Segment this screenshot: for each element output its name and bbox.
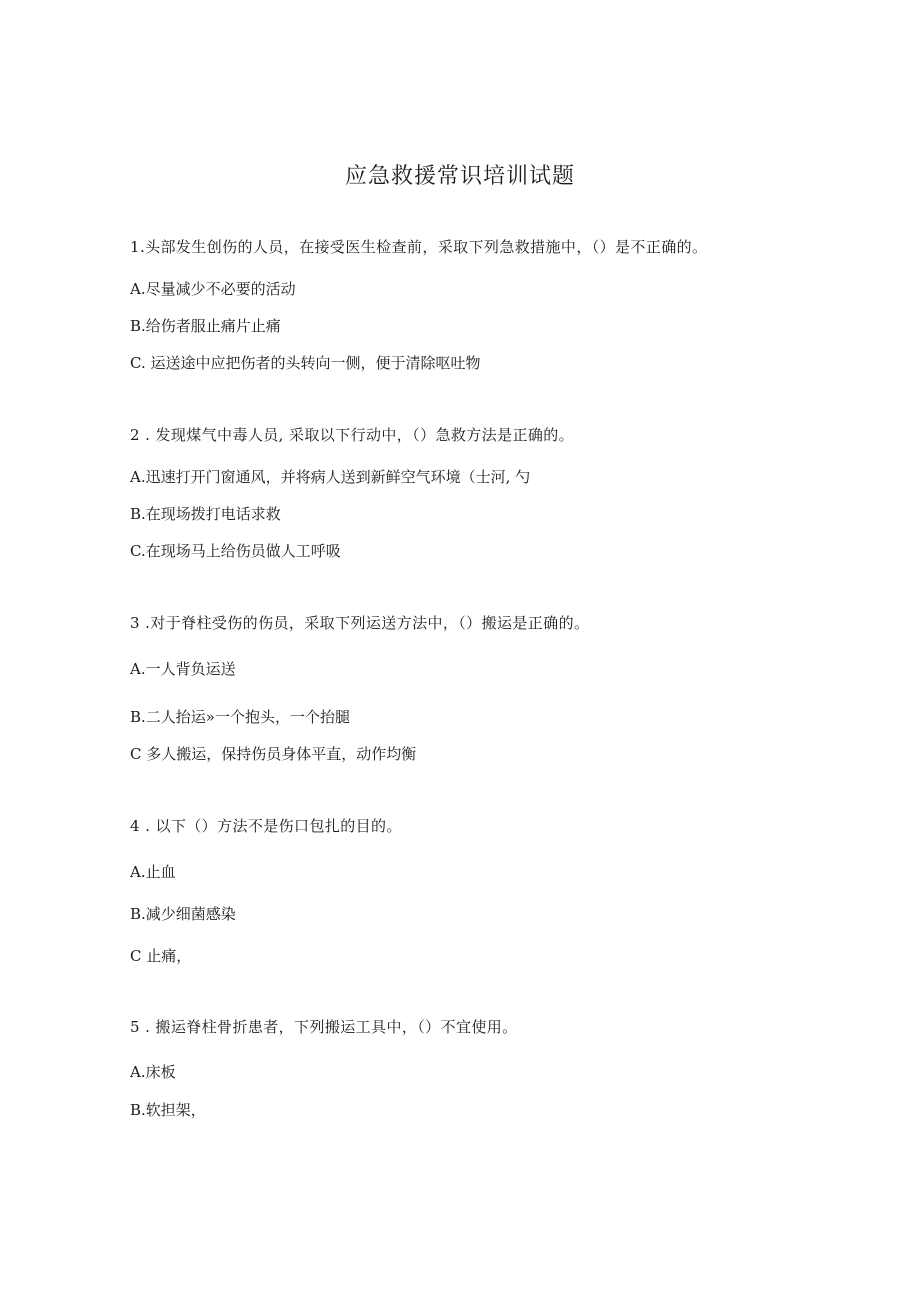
option-a: A.一人背负运送 (130, 660, 236, 678)
option-c: C 多人搬运，保持伤员身体平直，动作均衡 (130, 745, 417, 763)
option-b: B.二人抬运»一个抱头，一个抬腿 (130, 708, 350, 726)
option-c: C. 运送途中应把伤者的头转向一侧，便于清除呕吐物 (130, 354, 481, 372)
option-b: B.给伤者服止痛片止痛 (130, 317, 281, 335)
option-b: B.软担架， (130, 1101, 206, 1119)
option-b: B.在现场拨打电话求救 (130, 505, 281, 523)
option-b: B.减少细菌感染 (130, 905, 236, 923)
option-a: A.止血 (130, 863, 176, 881)
option-a: A.尽量减少不必要的活动 (130, 280, 296, 298)
question-stem: 1.头部发生创伤的人员，在接受医生检查前，采取下列急救措施中，（）是不正确的。 (130, 238, 708, 256)
question-stem: 3 .对于脊柱受伤的伤员，采取下列运送方法中，（）搬运是正确的。 (130, 614, 590, 632)
question-stem: 5 . 搬运脊柱骨折患者，下列搬运工具中，（）不宜使用。 (130, 1018, 518, 1036)
option-a: A.床板 (130, 1063, 176, 1081)
question-stem: 4 . 以下（）方法不是伤口包扎的目的。 (130, 817, 402, 835)
page-title: 应急救援常识培训试题 (344, 164, 575, 189)
question-stem: 2 . 发现煤气中毒人员, 采取以下行动中，（）急救方法是正确的。 (130, 426, 575, 444)
option-c: C 止痛， (130, 947, 192, 965)
option-a: A.迅速打开门窗通风，并将病人送到新鲜空气环境（士河, 勺 (130, 468, 531, 486)
option-c: C.在现场马上给伤员做人工呼吸 (130, 542, 341, 560)
